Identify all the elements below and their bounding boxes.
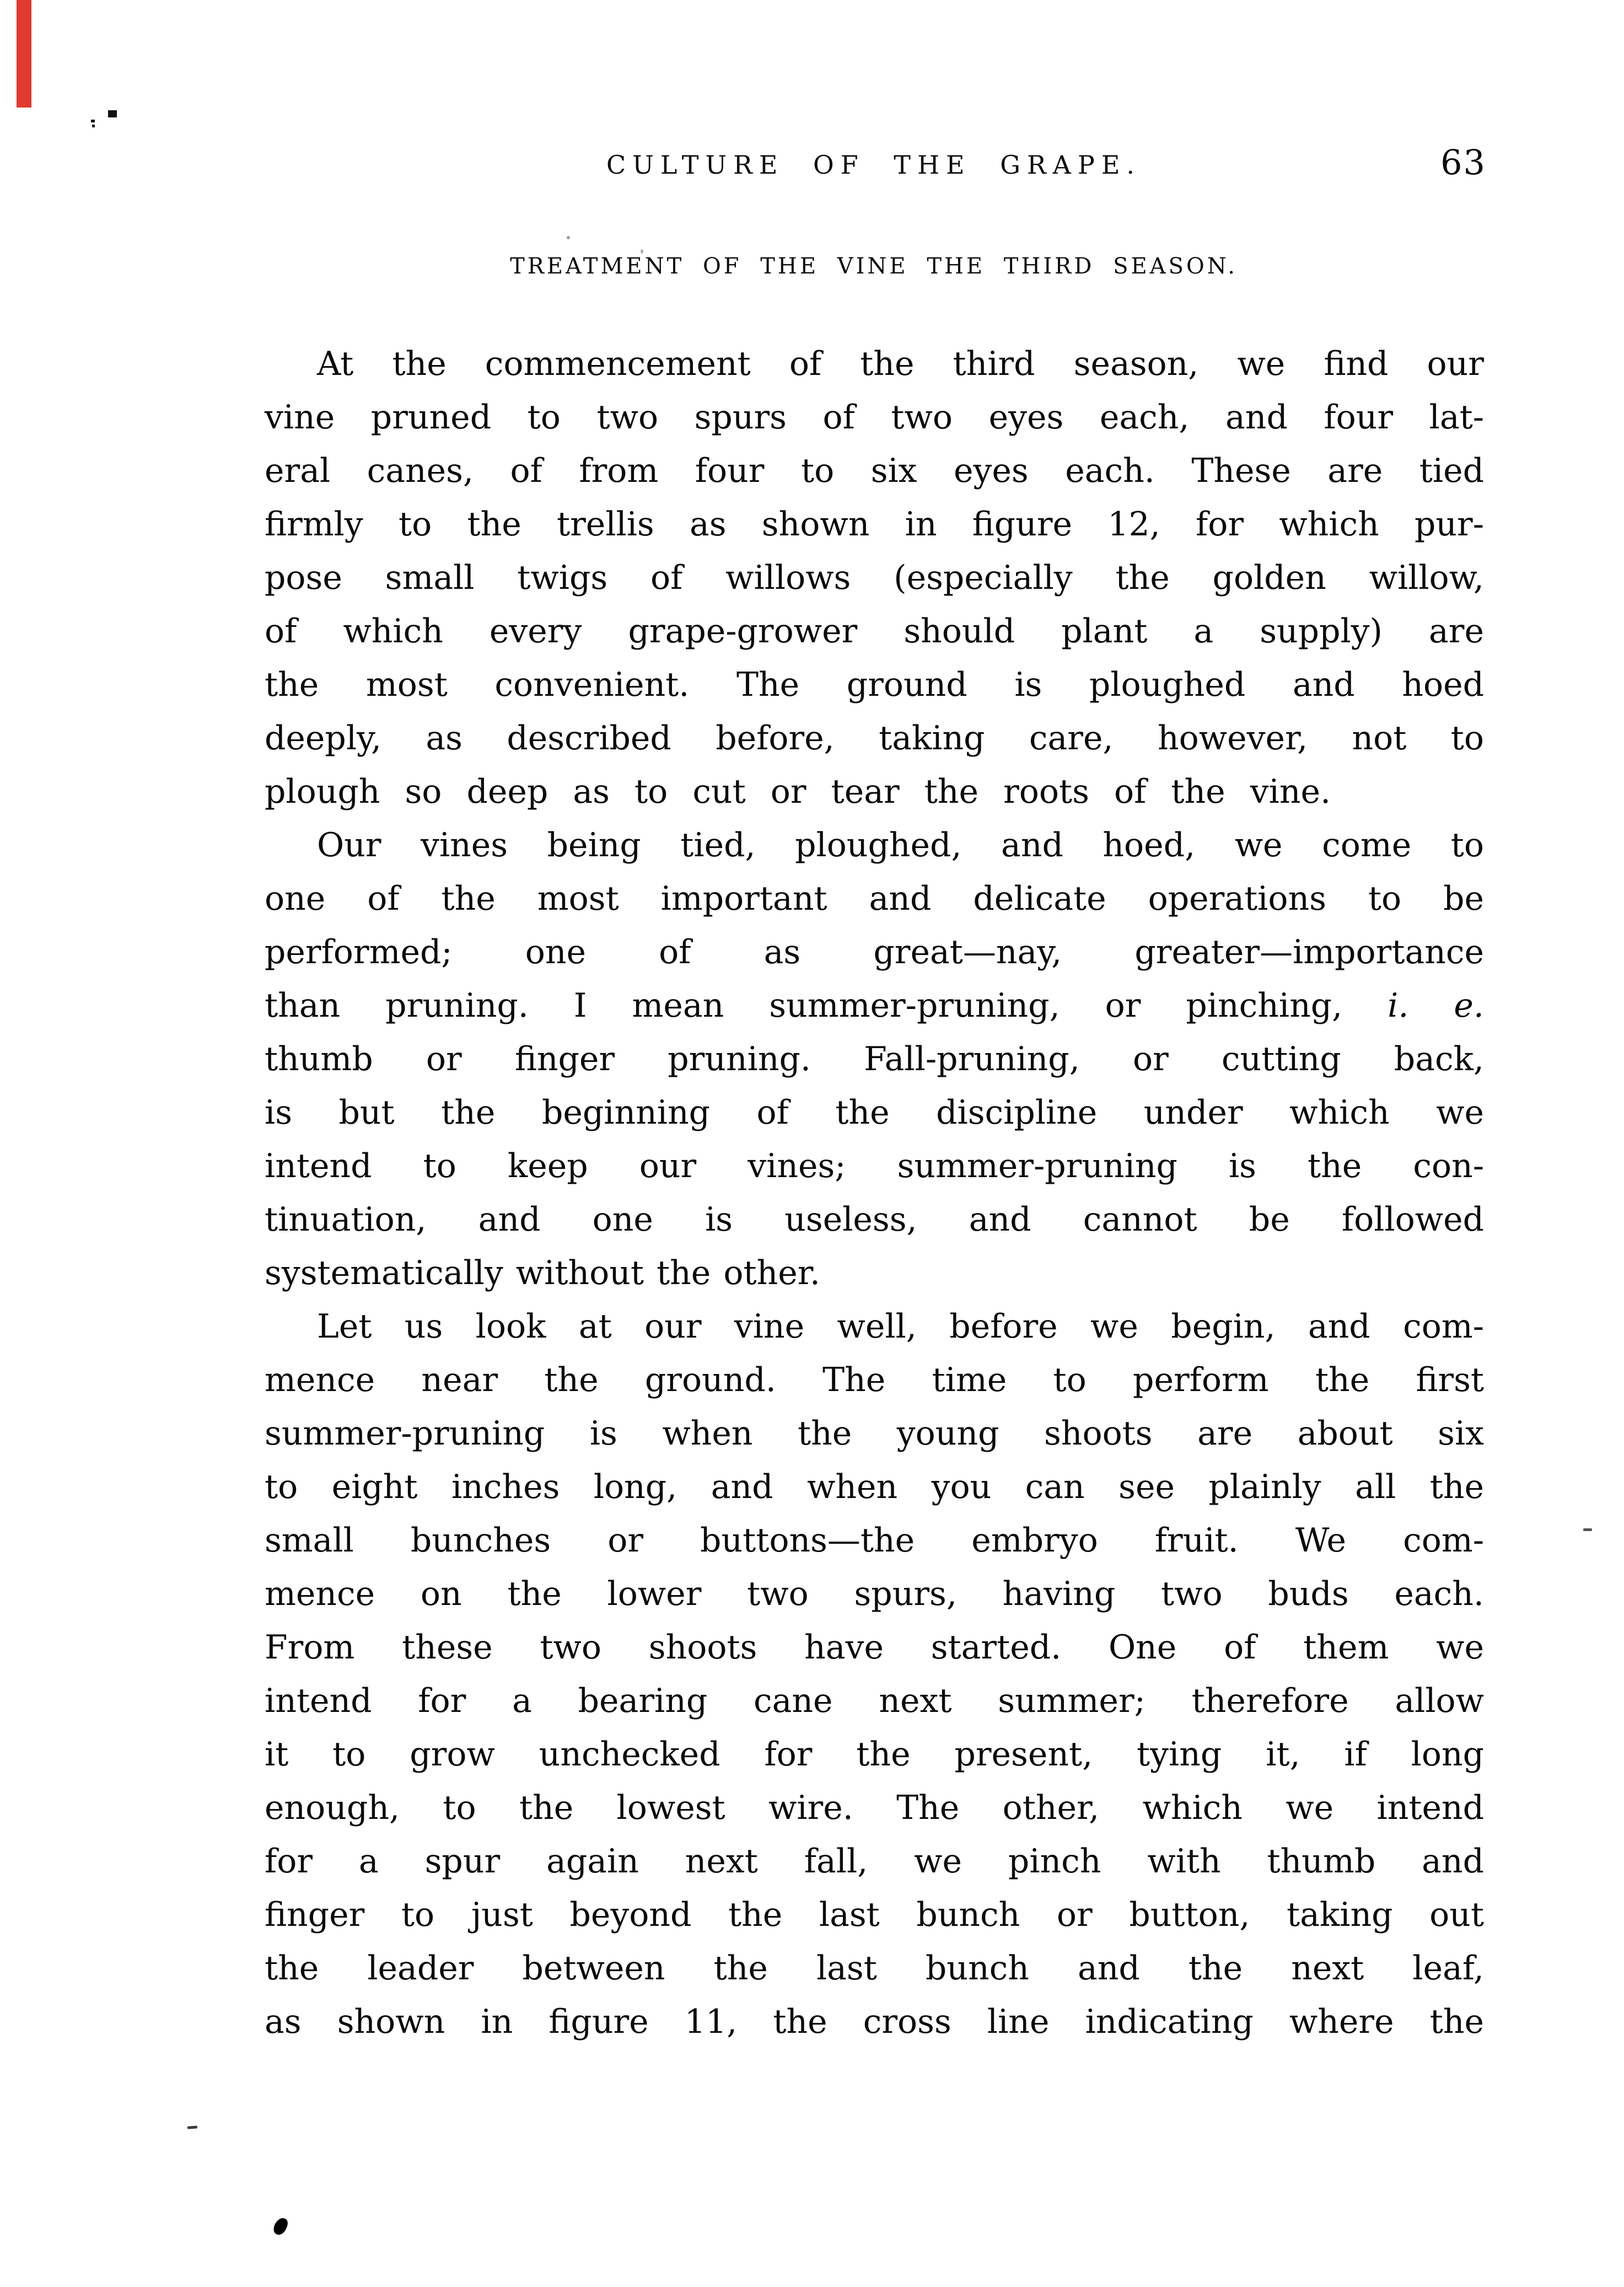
body-line: deeply, as described before, taking care, however, not to [265,719,1484,758]
body-line: one of the most important and delicate operations to be [265,879,1484,918]
ink-speck [108,110,117,117]
section-heading: TREATMENT OF THE VINE THE THIRD SEASON. [510,254,1238,279]
body-line: it to grow unchecked for the present, tying it, if long [265,1735,1484,1774]
body-line: At the commencement of the third season, we find our [317,345,1484,383]
body-line: as shown in figure 11, the cross line indicating where the [265,2003,1484,2041]
body-line: finger to just beyond the last bunch or button, taking out [265,1896,1484,1934]
body-line: mence on the lower two spurs, having two buds each. [265,1575,1484,1613]
body-line: intend for a bearing cane next summer; therefore allow [265,1682,1484,1720]
red-ribbon-mark [17,0,31,108]
body-line: plough so deep as to cut or tear the roots of the vine. [265,772,1331,811]
body-line: the most convenient. The ground is ploughed and hoed [265,665,1484,704]
body-line: of which every grape-grower should plant a supply) are [265,612,1484,651]
body-line: the leader between the last bunch and the next leaf, [265,1949,1484,1988]
body-line: to eight inches long, and when you can see plainly all the [265,1468,1484,1506]
ink-speck [567,236,570,239]
body-line: mence near the ground. The time to perform the first [265,1361,1484,1399]
body-line: for a spur again next fall, we pinch with thumb and [265,1842,1484,1881]
margin-dash [187,2125,197,2129]
running-header: CULTURE OF THE GRAPE. [606,150,1142,180]
ink-speck [92,125,95,127]
body-line: eral canes, of from four to six eyes each. These are tied [265,452,1484,490]
body-line [265,979,1484,1033]
body-text [265,337,1484,2049]
body-line: enough, to the lowest wire. The other, which we intend [265,1789,1484,1827]
body-line: From these two shoots have started. One of them we [265,1628,1484,1667]
body-line: vine pruned to two spurs of two eyes each, and four lat- [265,398,1484,437]
ink-speck [641,249,643,254]
body-line: pose small twigs of willows (especially the golden willow, [265,559,1484,597]
body-line: firmly to the trellis as shown in figure 12, for which pur- [265,505,1484,544]
italic-abbreviation: i. e. [1388,986,1484,1025]
margin-dash [1583,1528,1592,1531]
body-line: tinuation, and one is useless, and cannot be followed [265,1200,1484,1239]
body-line: summer-pruning is when the young shoots are about six [265,1414,1484,1453]
body-line-text: than pruning. I mean summer-pruning, or pinching, [265,986,1388,1025]
body-line: is but the beginning of the discipline under which we [265,1093,1484,1132]
body-line: systematically without the other. [265,1254,820,1292]
body-line: Let us look at our vine well, before we begin, and com- [317,1307,1484,1346]
body-line: thumb or finger pruning. Fall-pruning, or cutting back, [265,1040,1484,1078]
body-line: Our vines being tied, ploughed, and hoed, we come to [317,826,1484,865]
body-line: small bunches or buttons—the embryo fruit. We com- [265,1521,1484,1560]
ink-speck [91,120,95,122]
body-line: intend to keep our vines; summer-pruning is the con- [265,1147,1484,1185]
page-number: 63 [1440,142,1486,182]
ink-blot [272,2216,289,2237]
body-line: performed; one of as great—nay, greater—importance [265,933,1484,971]
